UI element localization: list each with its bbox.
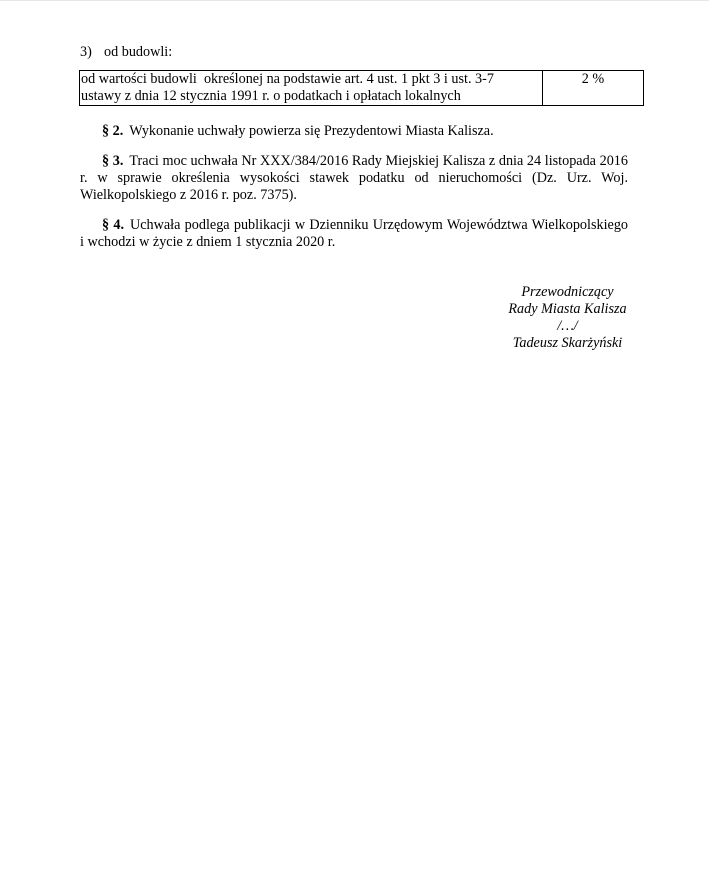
signature-mark: /…/ [557,318,578,334]
section-4-mark: § 4. [102,217,124,233]
section-4-text: Uchwała podlega publikacji w Dzienniku Urzędowym Województwa Wielkopolskiego i wchodzi w życie z dniem 1 stycznia 2020 r. [80,217,629,250]
rate-description-line-1: od wartości budowli określonej na podstawie art. 4 ust. 1 pkt 3 i ust. 3-7 [81,71,494,87]
section-2-paragraph [80,123,628,140]
signature-role: Przewodniczący [521,284,614,300]
point-number: 3) [80,44,92,60]
point-label: od budowli: [104,44,173,60]
section-3-mark: § 3. [102,153,124,169]
building-tax-rate-table [79,70,644,106]
section-3-paragraph [80,153,628,204]
rate-description-line-2: ustawy z dnia 12 stycznia 1991 r. o podatkach i opłatach lokalnych [81,88,461,104]
section-2-text: Wykonanie uchwały powierza się Prezydentowi Miasta Kalisza. [129,123,494,139]
signature-body: Rady Miasta Kalisza [508,301,627,317]
point-3-heading [80,44,172,61]
table-row [80,71,644,106]
section-4-paragraph [80,217,628,251]
page-top-edge [0,0,709,1]
section-3-text: Traci moc uchwała Nr XXX/384/2016 Rady Miejskiej Kalisza z dnia 24 listopada 2016 r. w sprawie określenia wysokości stawek podatku od nieruchomości (Dz. Urz. Woj. Wielkopolskiego z 2016 r. poz. 7375). [80,153,628,203]
signature-name: Tadeusz Skarżyński [512,335,623,351]
rate-value: 2 % [581,71,605,87]
rate-description-cell [80,71,543,106]
rate-value-cell [543,71,644,106]
signature-block [500,284,635,352]
section-2-mark: § 2. [102,123,124,139]
